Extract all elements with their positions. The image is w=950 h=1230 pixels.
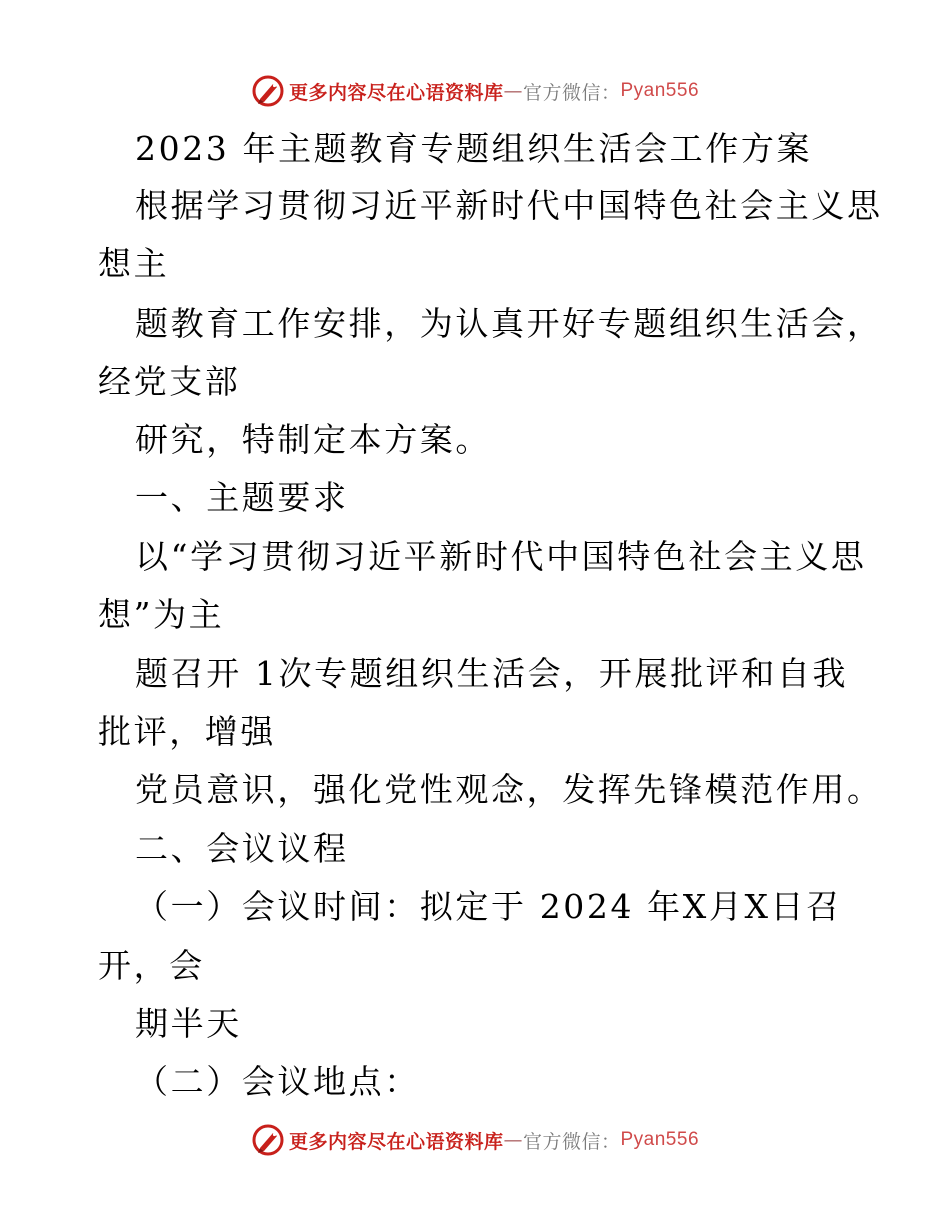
watermark-dash: — <box>503 80 523 102</box>
paragraph-line: 题召开 1次专题组织生活会，开展批评和自我 <box>135 654 849 693</box>
section-heading: 二、会议议程 <box>135 829 349 868</box>
paragraph-line: 想主 <box>98 244 170 283</box>
paragraph-line: 批评，增强 <box>98 712 276 751</box>
seal-pen-logo-icon <box>251 74 285 108</box>
paragraph-line: （一）会议时间：拟定于 2024 年X月X日召 <box>135 887 842 926</box>
paragraph-line: 题教育工作安排，为认真开好专题组织生活会， <box>135 304 883 343</box>
document-title: 2023 年主题教育专题组织生活会工作方案 <box>135 129 813 168</box>
watermark-dash: — <box>503 1129 523 1151</box>
footer-watermark <box>0 1120 950 1160</box>
paragraph-line: 以“学习贯彻习近平新时代中国特色社会主义思 <box>135 537 867 576</box>
section-heading: 一、主题要求 <box>135 478 349 517</box>
paragraph-line: 经党支部 <box>98 362 241 401</box>
watermark-wechat-label: 官方微信： <box>522 81 621 104</box>
watermark-wechat-id: Pyan556 <box>620 80 700 101</box>
watermark-wechat-id: Pyan556 <box>620 1129 700 1150</box>
paragraph-line: 根据学习贯彻习近平新时代中国特色社会主义思 <box>135 186 883 225</box>
header-watermark <box>0 71 950 111</box>
watermark-site-text: 更多内容尽在心语资料库 <box>288 1130 504 1153</box>
paragraph-line: （二）会议地点： <box>135 1062 420 1101</box>
watermark-wechat-label: 官方微信： <box>522 1130 621 1153</box>
paragraph-line: 党员意识，强化党性观念，发挥先锋模范作用。 <box>135 770 883 809</box>
paragraph-line: 研究，特制定本方案。 <box>135 420 491 459</box>
seal-pen-logo-icon <box>251 1123 285 1157</box>
paragraph-line: 期半天 <box>135 1004 242 1043</box>
watermark-site-text: 更多内容尽在心语资料库 <box>288 81 504 104</box>
paragraph-line: 开，会 <box>98 946 205 985</box>
paragraph-line: 想”为主 <box>98 595 225 634</box>
